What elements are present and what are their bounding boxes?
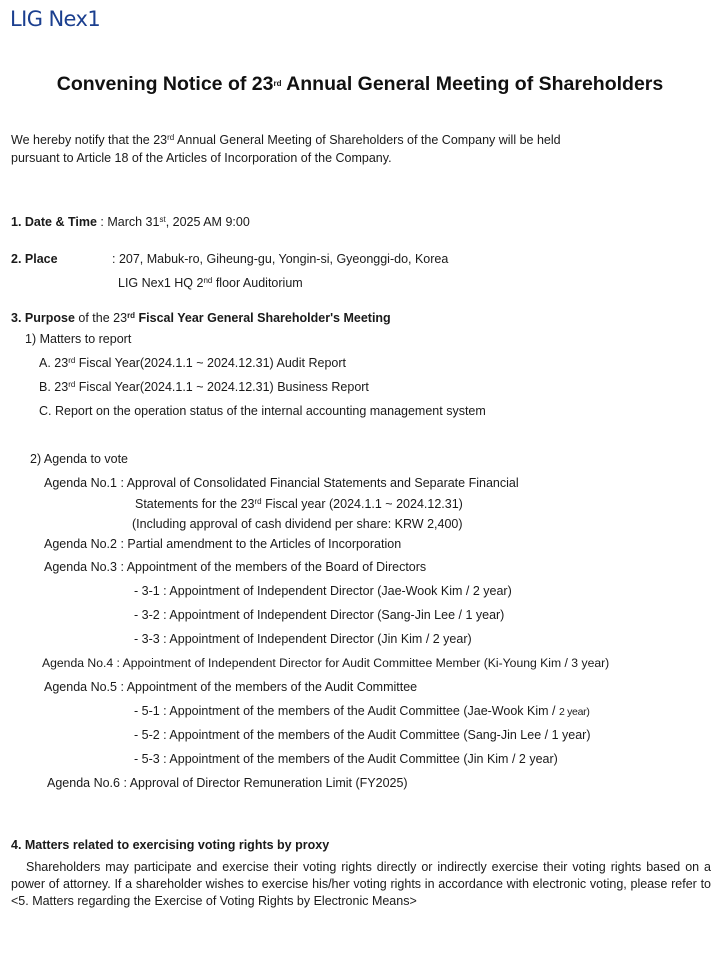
agenda-5-sub-1: - 5-1 : Appointment of the members of the Audit Committee (Jae-Wook Kim / 2 year) [134,704,590,718]
agenda-1-line-2: Statements for the 23rd Fiscal year (2024.1.1 ~ 2024.12.31) [135,497,463,511]
page-title: Convening Notice of 23rd Annual General Meeting of Shareholders [56,73,664,95]
report-item-b: B. 23rd Fiscal Year(2024.1.1 ~ 2024.12.31) Business Report [39,380,369,394]
place-venue: LIG Nex1 HQ 2nd floor Auditorium [118,276,303,290]
place-address: : 207, Mabuk-ro, Giheung-gu, Yongin-si, Gyeonggi-do, Korea [112,252,449,266]
agenda-3-sub-3: - 3-3 : Appointment of Independent Director (Jin Kim / 2 year) [134,632,472,646]
place-label: 2. Place [11,252,58,266]
purpose-heading: 3. Purpose of the 23rd Fiscal Year General Shareholder's Meeting [11,311,391,325]
report-heading: 1) Matters to report [25,332,132,346]
agenda-2: Agenda No.2 : Partial amendment to the Articles of Incorporation [44,537,402,551]
agenda-3-sub-2: - 3-2 : Appointment of Independent Director (Sang-Jin Lee / 1 year) [134,608,505,622]
agenda-5-sub-3: - 5-3 : Appointment of the members of the Audit Committee (Jin Kim / 2 year) [134,752,558,766]
vote-heading: 2) Agenda to vote [30,452,128,466]
date-time-row: 1. Date & Time : March 31st, 2025 AM 9:00 [11,215,250,229]
agenda-1-line-3: (Including approval of cash dividend per share: KRW 2,400) [132,517,463,531]
report-item-a: A. 23rd Fiscal Year(2024.1.1 ~ 2024.12.31) Audit Report [39,356,346,370]
agenda-3-sub-1: - 3-1 : Appointment of Independent Director (Jae-Wook Kim / 2 year) [134,584,512,598]
agenda-3-heading: Agenda No.3 : Appointment of the members of the Board of Directors [44,560,427,574]
intro-line-2: pursuant to Article 18 of the Articles of Incorporation of the Company. [11,151,392,165]
agenda-5-sub-2: - 5-2 : Appointment of the members of the Audit Committee (Sang-Jin Lee / 1 year) [134,728,591,742]
proxy-heading: 4. Matters related to exercising voting rights by proxy [11,838,330,852]
company-logo: LIG Nex1 [10,7,101,31]
agenda-1-line-1: Agenda No.1 : Approval of Consolidated Financial Statements and Separate Financial [44,476,519,490]
agenda-4: Agenda No.4 : Appointment of Independent Director for Audit Committee Member (Ki-Young Kim / 3 year) [42,656,610,670]
agenda-5-heading: Agenda No.5 : Appointment of the members of the Audit Committee [44,680,418,694]
report-item-c: C. Report on the operation status of the internal accounting management system [39,404,486,418]
proxy-body: Shareholders may participate and exercise their voting rights directly or indirectly exercise their voting rights based on a power of attorney. If a shareholder wishes to exercise his/her voting rights in accordance with electronic voting, please refer to <5. Matters regarding the Exercise of Voting Rights by Electronic Means> [11,860,711,908]
agenda-6: Agenda No.6 : Approval of Director Remuneration Limit (FY2025) [47,776,408,790]
intro-line-1: We hereby notify that the 23rd Annual General Meeting of Shareholders of the Company will be held [11,133,561,147]
